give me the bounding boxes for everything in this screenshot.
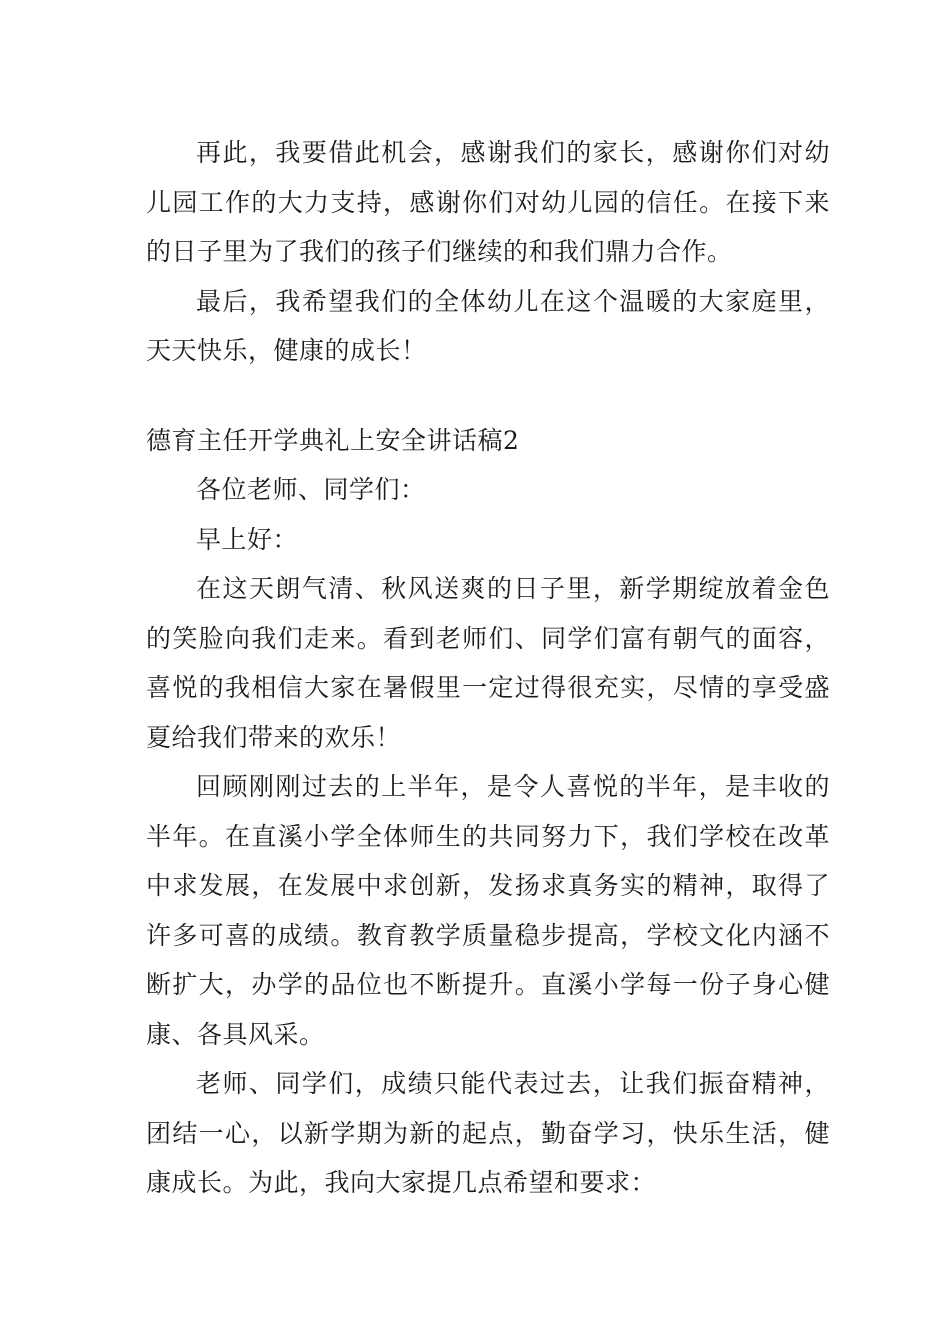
paragraph-call-to-action: 老师、同学们，成绩只能代表过去，让我们振奋精神，团结一心，以新学期为新的起点，勤奋学习，快乐生活，健康成长。为此，我向大家提几点希望和要求： [146,1069,830,1197]
paragraph-new-semester: 在这天朗气清、秋风送爽的日子里，新学期绽放着金色的笑脸向我们走来。看到老师们、同学们富有朝气的面容，喜悦的我相信大家在暑假里一定过得很充实，尽情的享受盛夏给我们带来的欢乐！ [146,574,830,752]
document-page [146,128,830,1208]
paragraph-salutation: 各位老师、同学们： [196,475,426,504]
section-gap [146,376,830,416]
paragraph-greeting: 早上好： [196,524,299,554]
paragraph-closing-wish: 最后，我希望我们的全体幼儿在这个温暖的大家庭里，天天快乐，健康的成长！ [146,286,830,365]
section-title: 德育主任开学典礼上安全讲话稿2 [146,425,520,455]
paragraph-thanks-parents: 再此，我要借此机会，感谢我们的家长，感谢你们对幼儿园工作的大力支持，感谢你们对幼儿园的信任。在接下来的日子里为了我们的孩子们继续的和我们鼎力合作。 [146,138,830,266]
paragraph-review: 回顾刚刚过去的上半年，是令人喜悦的半年，是丰收的半年。在直溪小学全体师生的共同努力下，我们学校在改革中求发展，在发展中求创新，发扬求真务实的精神，取得了许多可喜的成绩。教育教学质量稳步提高，学校文化内涵不断扩大，办学的品位也不断提升。直溪小学每一份子身心健康、各具风采。 [146,772,830,1049]
